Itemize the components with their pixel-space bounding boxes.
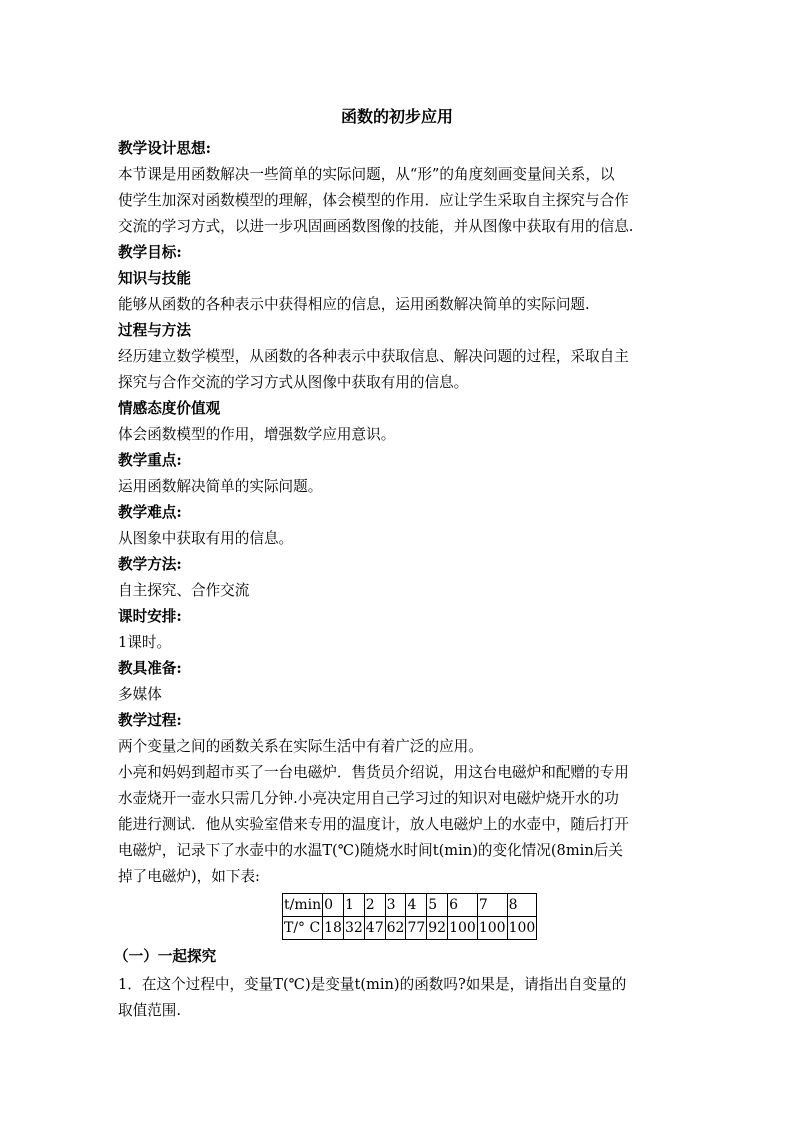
table-cell: 2 <box>364 894 385 917</box>
key-text: 运用函数解决简单的实际问题。 <box>118 478 323 495</box>
table-cell: 62 <box>385 917 406 940</box>
knowledge-heading: 知识与技能 <box>118 270 191 287</box>
table-cell: 92 <box>427 917 448 940</box>
emotion-text: 体会函数模型的作用，增强数学应用意识。 <box>118 426 396 443</box>
table-cell: 0 <box>323 894 344 917</box>
table-row <box>283 894 537 917</box>
temperature-table <box>282 893 537 940</box>
table-cell: 100 <box>507 917 537 940</box>
table-cell: 7 <box>477 894 507 917</box>
question1-line: 取值范围. <box>118 1002 182 1019</box>
tools-heading: 教具准备: <box>118 660 182 677</box>
hours-heading: 课时安排: <box>118 608 182 625</box>
table-cell: 18 <box>323 917 344 940</box>
page-title: 函数的初步应用 <box>340 107 453 126</box>
process-line: 经历建立数学模型，从函数的各种表示中获取信息、解决问题的过程，采取自主 <box>118 348 629 365</box>
process-heading: 过程与方法 <box>118 322 191 339</box>
table-row-label: T/° C <box>283 917 323 940</box>
story-line: 掉了电磁炉)，如下表: <box>118 868 260 885</box>
difficulty-heading: 教学难点: <box>118 504 182 521</box>
story-line: 水壶烧开一壶水只需几分钟.小亮决定用自己学习过的知识对电磁炉烧开水的功 <box>118 790 619 807</box>
hours-text: 1课时。 <box>118 634 172 651</box>
table-cell: 1 <box>343 894 364 917</box>
table-row <box>283 917 537 940</box>
table-cell: 3 <box>385 894 406 917</box>
question1-line: 1．在这个过程中，变量T(℃)是变量t(min)的函数吗?如果是，请指出自变量的 <box>118 976 627 993</box>
table-row-label: t/min <box>283 894 323 917</box>
table-cell: 32 <box>343 917 364 940</box>
difficulty-text: 从图象中获取有用的信息。 <box>118 530 294 547</box>
procedure-intro: 两个变量之间的函数关系在实际生活中有着广泛的应用。 <box>118 738 483 755</box>
knowledge-text: 能够从函数的各种表示中获得相应的信息，运用函数解决简单的实际问题. <box>118 296 590 313</box>
table-cell: 4 <box>406 894 427 917</box>
section1-heading: （一）一起探究 <box>114 948 217 965</box>
method-text: 自主探究、合作交流 <box>118 582 250 599</box>
process-line: 探究与合作交流的学习方式从图像中获取有用的信息。 <box>118 374 469 391</box>
tools-text: 多媒体 <box>118 686 162 703</box>
procedure-heading: 教学过程: <box>118 712 182 729</box>
table-cell: 8 <box>507 894 537 917</box>
table-cell: 47 <box>364 917 385 940</box>
table-cell: 5 <box>427 894 448 917</box>
emotion-heading: 情感态度价值观 <box>118 400 221 417</box>
table-cell: 77 <box>406 917 427 940</box>
design-line: 使学生加深对函数模型的理解，体会模型的作用．应让学生采取自主探究与合作 <box>118 192 629 209</box>
table-cell: 100 <box>477 917 507 940</box>
goals-heading: 教学目标: <box>118 244 182 261</box>
story-line: 小亮和妈妈到超市买了一台电磁炉．售货员介绍说，用这台电磁炉和配赠的专用 <box>118 764 629 781</box>
table-cell: 100 <box>448 917 478 940</box>
design-line: 本节课是用函数解决一些简单的实际问题，从“形”的角度刻画变量间关系，以 <box>118 166 615 183</box>
design-heading: 教学设计思想: <box>118 140 211 157</box>
story-line: 能进行测试．他从实验室借来专用的温度计，放人电磁炉上的水壶中，随后打开 <box>118 816 629 833</box>
key-heading: 教学重点: <box>118 452 182 469</box>
story-line: 电磁炉，记录下了水壶中的水温T(℃)随烧水时间t(min)的变化情况(8min后关 <box>118 842 623 859</box>
method-heading: 教学方法: <box>118 556 182 573</box>
table-cell: 6 <box>448 894 478 917</box>
design-line: 交流的学习方式，以进一步巩固画函数图像的技能，并从图像中获取有用的信息. <box>118 218 634 235</box>
